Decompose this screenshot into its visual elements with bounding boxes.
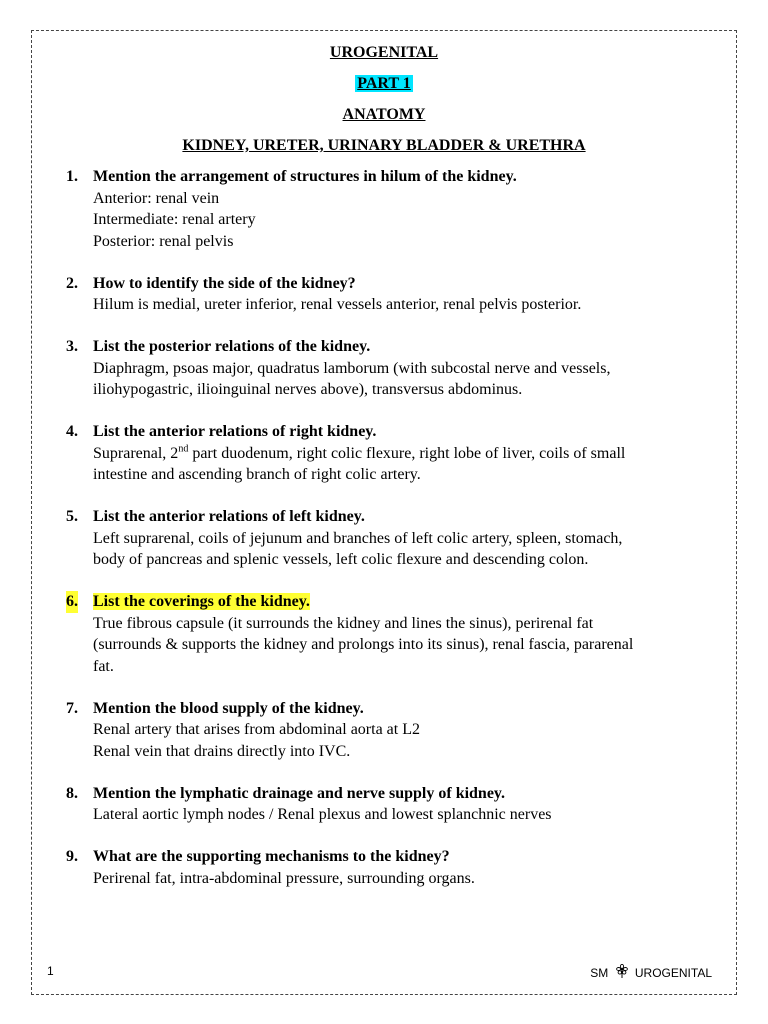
question-number: 5.	[66, 508, 78, 525]
part-label: PART 1	[357, 75, 411, 92]
list-item	[66, 591, 716, 677]
answer-line: Diaphragm, psoas major, quadratus lamborum (with subcostal nerve and vessels,	[93, 359, 611, 377]
answer-line: intestine and ascending branch of right colic artery.	[93, 466, 421, 483]
question-number: 1.	[66, 168, 78, 185]
footer-left-text: SM	[590, 966, 609, 980]
answer-line: Lateral aortic lymph nodes / Renal plexus and lowest splanchnic nerves	[93, 806, 552, 823]
question-text: List the anterior relations of right kidney.	[93, 423, 377, 440]
answer-text: part duodenum, right colic flexure, right lobe of liver, coils of small	[188, 444, 626, 462]
answer-line: body of pancreas and splenic vessels, left colic flexure and descending colon.	[93, 551, 589, 568]
document-title: UROGENITAL	[329, 44, 439, 61]
answer-line: Intermediate: renal artery	[93, 211, 256, 228]
answer-line: True fibrous capsule (it surrounds the kidney and lines the sinus), perirenal fat	[93, 614, 594, 632]
question-text: Mention the blood supply of the kidney.	[93, 699, 364, 717]
topic-heading: KIDNEY, URETER, URINARY BLADDER & URETHRA	[182, 137, 586, 154]
question-text: How to identify the side of the kidney?	[93, 274, 356, 292]
document-header	[0, 43, 768, 156]
question-text: List the posterior relations of the kidney.	[93, 338, 371, 355]
question-text: Mention the lymphatic drainage and nerve supply of kidney.	[93, 784, 506, 802]
section-heading: ANATOMY	[342, 106, 426, 123]
question-number: 9.	[66, 848, 78, 865]
answer-line: fat.	[93, 657, 114, 675]
question-number: 2.	[66, 274, 78, 292]
superscript: nd	[178, 443, 189, 455]
question-text: Mention the arrangement of structures in hilum of the kidney.	[93, 168, 517, 185]
list-item	[66, 166, 716, 252]
question-number: 3.	[66, 338, 78, 355]
highlighted-question: List the coverings of the kidney.	[93, 593, 310, 610]
list-item	[66, 698, 716, 763]
answer-line: Hilum is medial, ureter inferior, renal vessels anterior, renal pelvis posterior.	[93, 296, 582, 313]
footer-label	[590, 964, 712, 981]
answer-line: Anterior: renal vein	[93, 189, 220, 207]
answer-line: Left suprarenal, coils of jejunum and branches of left colic artery, spleen, stomach,	[93, 529, 623, 547]
list-item	[66, 506, 716, 571]
footer-right-text: UROGENITAL	[634, 966, 712, 980]
flower-icon	[616, 964, 628, 981]
answer-line: Renal vein that drains directly into IVC.	[93, 742, 351, 760]
list-item	[66, 421, 716, 486]
answer-line: Perirenal fat, intra-abdominal pressure, surrounding organs.	[93, 869, 475, 887]
list-item	[66, 783, 716, 826]
question-number: 7.	[66, 699, 78, 717]
answer-line: (surrounds & supports the kidney and prolongs into its sinus), renal fascia, pararenal	[93, 636, 634, 653]
list-item	[66, 336, 716, 401]
answer-line	[93, 443, 716, 465]
question-number: 6.	[66, 591, 78, 613]
question-list	[66, 166, 716, 910]
answer-line: iliohypogastric, ilioinguinal nerves above), transversus abdominus.	[93, 381, 523, 398]
question-number: 8.	[66, 784, 78, 802]
list-item	[66, 846, 716, 889]
list-item	[66, 273, 716, 316]
question-text: What are the supporting mechanisms to the kidney?	[93, 848, 450, 865]
question-text	[93, 591, 716, 613]
answer-text: Suprarenal, 2	[93, 444, 179, 462]
question-number: 4.	[66, 423, 78, 440]
question-text: List the anterior relations of left kidney.	[93, 508, 365, 525]
answer-line: Posterior: renal pelvis	[93, 232, 234, 250]
page-number: 1	[47, 964, 54, 978]
answer-line: Renal artery that arises from abdominal aorta at L2	[93, 721, 420, 738]
